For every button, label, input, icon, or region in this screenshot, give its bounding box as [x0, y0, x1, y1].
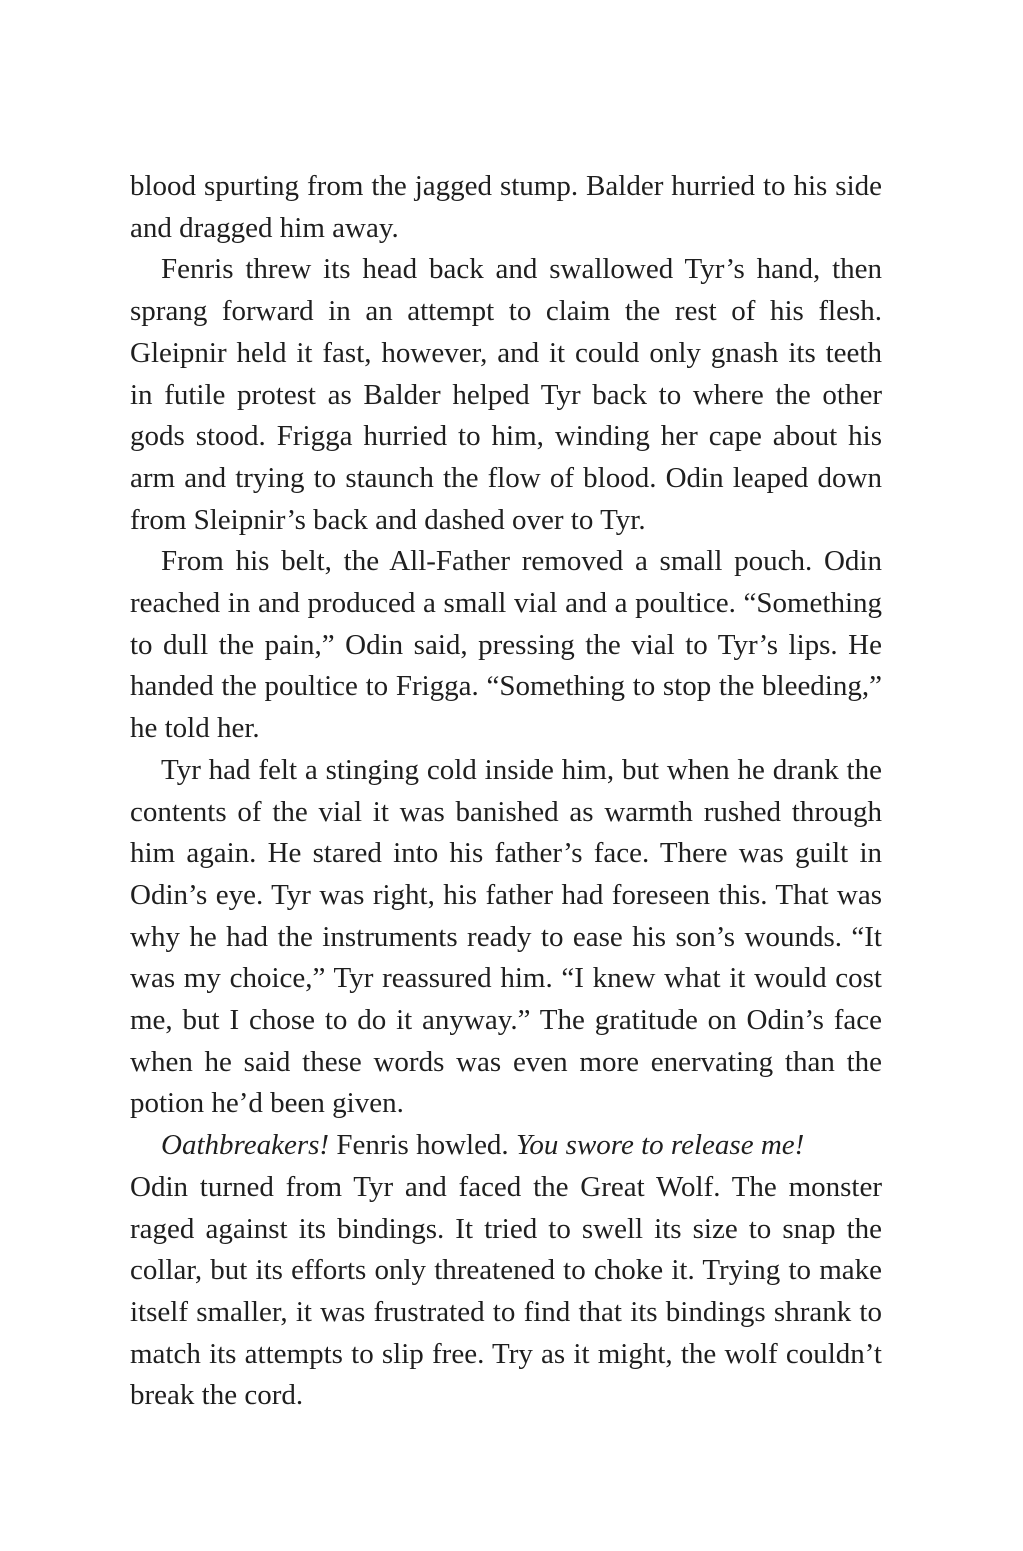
- italic-release-me: You swore to release me!: [515, 1129, 805, 1162]
- book-page: [130, 166, 882, 1417]
- italic-oathbreakers: Oathbreakers!: [161, 1129, 330, 1162]
- paragraph-all-father-pouch: From his belt, the All-Father removed a small pouch. Odin reached in and produced a small vial and a poultice. “Something to dull the pain,” Odin said, pressing the vial to Tyr’s lips. He handed the poultice to Frigga. “Something to stop the bleeding,” he told her.: [130, 545, 882, 745]
- paragraph-fenris-swallows: Fenris threw its head back and swallowed Tyr’s hand, then sprang forward in an attempt to claim the rest of his flesh. Gleipnir held it fast, however, and it could only gnash its teeth in futile protest as Balder helped Tyr back to where the other gods stood. Frigga hurried to him, winding her cape about his arm and trying to staunch the flow of blood. Odin leaped down from Sleipnir’s back and dashed over to Tyr.: [130, 253, 882, 536]
- paragraph-continuation: blood spurting from the jagged stump. Balder hurried to his side and dragged him away.: [130, 170, 882, 244]
- paragraph-fenris-howls: [130, 1125, 882, 1167]
- paragraph-odin-faces-wolf: Odin turned from Tyr and faced the Great Wolf. The monster raged against its bindings. It tried to swell its size to snap the collar, but its efforts only threatened to choke it. Trying to make itself smaller, it was frustrated to find that its bindings shrank to match its attempts to slip free. Try as it might, the wolf couldn’t break the cord.: [130, 1170, 882, 1412]
- paragraph-tyr-drinks: Tyr had felt a stinging cold inside him, but when he drank the contents of the vial it was banished as warmth rushed through him again. He stared into his father’s face. There was guilt in Odin’s eye. Tyr was right, his father had foreseen this. That was why he had the instruments ready to ease his son’s wounds. “It was my choice,” Tyr reassured him. “I knew what it would cost me, but I chose to do it anyway.” The gratitude on Odin’s face when he said these words was even more enervating than the potion he’d been given.: [130, 753, 882, 1120]
- plain-fenris-howled: Fenris howled.: [329, 1129, 516, 1162]
